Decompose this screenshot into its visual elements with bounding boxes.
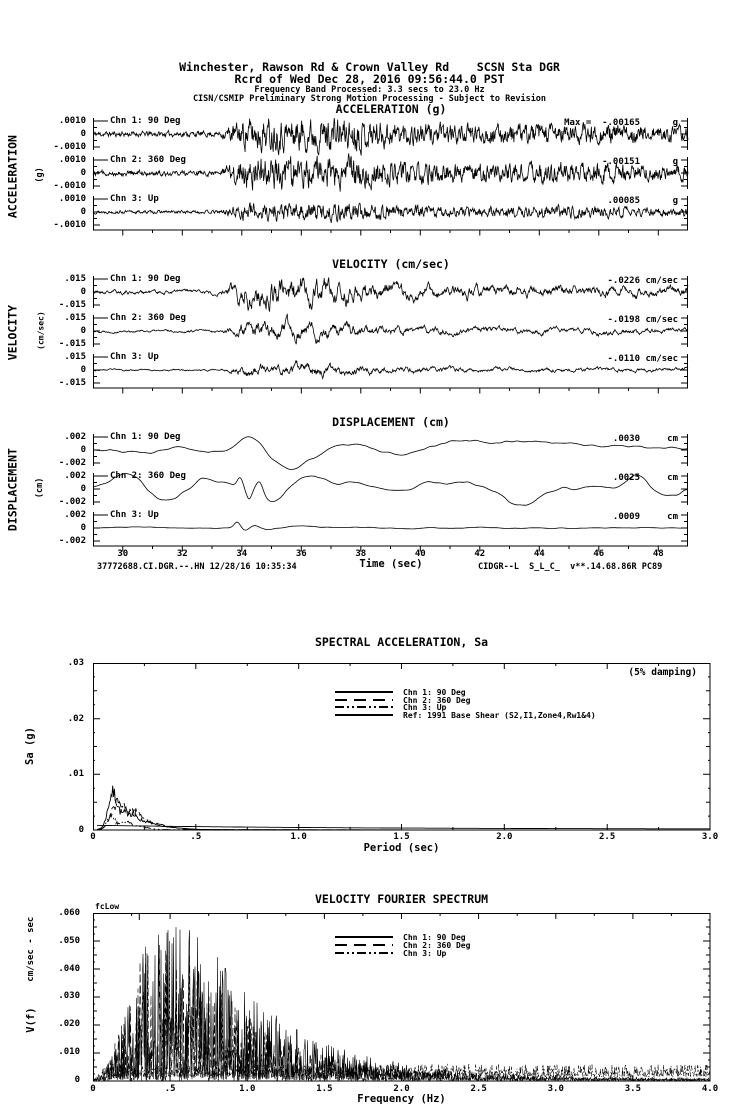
sa-x-tick-label: 2.0 (496, 832, 513, 842)
displacement-title: DISPLACEMENT (cm) (332, 415, 450, 429)
fourier-y-tick-label: .030 (58, 991, 80, 1002)
sa-x-tick-label: 0 (90, 832, 96, 842)
displacement-side-label: DISPLACEMENT (5, 448, 20, 532)
legend-label: Chn 3: Up (403, 949, 447, 958)
y-tick-label: -.002 (58, 536, 86, 546)
channel-label: Chn 2: 360 Deg (110, 471, 186, 481)
y-tick-label: .015 (64, 352, 86, 362)
channel-label: Chn 2: 360 Deg (110, 155, 186, 165)
legend-line-swatch (335, 706, 393, 708)
processing-code-footer: CIDGR--L S_L_C_ v**.14.68.86R PC89 (478, 562, 663, 572)
time-axis-label: Time (sec) (359, 558, 423, 570)
y-tick-label: .002 (64, 432, 86, 442)
legend-label: Chn 1: 90 Deg (403, 688, 466, 697)
spectral-acceleration-title: SPECTRAL ACCELERATION, Sa (314, 635, 489, 649)
sa-x-tick-label: 1.5 (393, 832, 410, 842)
channel-label: Chn 1: 90 Deg (110, 116, 181, 126)
peak-value-label: -.0226 (607, 276, 640, 286)
x-tick-label: 48 (652, 549, 664, 559)
peak-value-label: .0009 (612, 512, 640, 522)
sa-y-tick-label: 0 (78, 825, 84, 835)
displacement-waveform-canvas (93, 430, 689, 556)
y-tick-label: -.015 (58, 339, 86, 349)
sa-y-tick-label: .03 (67, 658, 84, 668)
y-tick-label: .0010 (58, 155, 86, 165)
peak-value-label: -.00151 (602, 157, 640, 167)
y-tick-label: .002 (64, 510, 86, 520)
peak-unit-label: cm/sec (645, 315, 678, 325)
y-tick-label: -.0010 (53, 181, 86, 191)
sa-y-tick-label: .01 (67, 769, 84, 780)
y-tick-label: -.0010 (53, 142, 86, 152)
y-tick-label: 0 (80, 287, 86, 297)
fourier-x-tick-label: 2.0 (393, 1084, 410, 1094)
filter-corner-marker: fcLow (95, 902, 120, 911)
fourier-spectrum-title: VELOCITY FOURIER SPECTRUM (314, 892, 489, 906)
legend-label: Chn 2: 360 Deg (403, 941, 471, 950)
fourier-y-tick-label: .060 (58, 908, 80, 918)
x-tick-label: 34 (236, 549, 248, 559)
period-axis-label: Period (sec) (363, 842, 440, 854)
fourier-y-axis-label: V(f) (24, 1007, 37, 1033)
peak-unit-label: cm (667, 512, 678, 522)
fourier-y-tick-label: .020 (58, 1019, 80, 1030)
fourier-x-tick-label: 1.0 (239, 1084, 256, 1094)
peak-value-label: .00085 (607, 196, 640, 206)
peak-unit-label: g (672, 118, 678, 128)
peak-value-label: .0030 (612, 434, 640, 444)
velocity-side-label: VELOCITY (5, 304, 20, 361)
x-tick-label: 30 (117, 549, 129, 559)
fourier-y-tick-label: .050 (58, 935, 80, 946)
fourier-y-axis-unit-label: cm/sec - sec (25, 916, 36, 982)
peak-unit-label: cm/sec (645, 354, 678, 364)
peak-unit-label: cm (667, 434, 678, 444)
y-tick-label: -.015 (58, 378, 86, 388)
y-tick-label: -.015 (58, 300, 86, 310)
channel-label: Chn 3: Up (110, 510, 159, 520)
legend-line-swatch (335, 944, 393, 946)
fourier-x-tick-label: 0 (90, 1084, 96, 1094)
x-tick-label: 32 (176, 549, 188, 559)
legend-line-swatch (335, 936, 393, 938)
y-tick-label: -.002 (58, 458, 86, 468)
y-tick-label: .015 (64, 313, 86, 323)
y-tick-label: 0 (80, 365, 86, 375)
sa-x-tick-label: 3.0 (701, 832, 719, 842)
legend-label: Chn 2: 360 Deg (403, 695, 471, 705)
legend-label: Chn 1: 90 Deg (403, 933, 466, 942)
velocity-side-unit: (cm/sec) (36, 311, 46, 350)
peak-value-label: -.0198 (607, 315, 640, 325)
y-tick-label: 0 (80, 484, 86, 494)
fourier-x-tick-label: 2.5 (470, 1084, 487, 1094)
sa-x-tick-label: 1.0 (290, 832, 307, 842)
y-tick-label: -.0010 (53, 220, 86, 230)
y-tick-label: .0010 (58, 194, 86, 204)
fourier-x-tick-label: 3.5 (624, 1084, 641, 1094)
legend-label: Chn 3: Up (403, 703, 447, 712)
processing-note-line: CISN/CSMIP Preliminary Strong Motion Processing - Subject to Revision (192, 94, 547, 104)
velocity-title: VELOCITY (cm/sec) (332, 257, 450, 271)
damping-annotation: (5% damping) (628, 667, 697, 678)
channel-label: Chn 1: 90 Deg (110, 432, 181, 442)
acceleration-waveform-canvas (93, 114, 689, 240)
fourier-x-tick-label: .5 (164, 1084, 176, 1094)
channel-label: Chn 2: 360 Deg (110, 313, 186, 323)
peak-value-label: Max = -.00165 (564, 118, 640, 128)
sa-y-axis-label: Sa (g) (23, 727, 36, 765)
y-tick-label: .0010 (58, 116, 86, 126)
peak-value-label: .0025 (612, 473, 640, 483)
fourier-y-tick-label: .040 (58, 963, 80, 974)
peak-unit-label: g (672, 196, 678, 206)
acceleration-title: ACCELERATION (g) (335, 102, 447, 116)
channel-label: Chn 3: Up (110, 194, 159, 204)
y-tick-label: 0 (80, 326, 86, 336)
legend-line-swatch (335, 699, 393, 701)
peak-unit-label: cm (667, 473, 678, 483)
fourier-x-tick-label: 1.5 (316, 1084, 333, 1094)
frequency-band-line: Frequency Band Processed: 3.3 secs to 23.0 Hz (254, 85, 485, 95)
peak-unit-label: cm/sec (645, 276, 678, 286)
fourier-x-tick-label: 4.0 (701, 1084, 719, 1094)
x-tick-label: 40 (414, 549, 426, 559)
frequency-axis-label: Frequency (Hz) (357, 1093, 446, 1105)
record-time-line: Rcrd of Wed Dec 28, 2016 09:56:44.0 PST (234, 72, 505, 86)
fourier-y-tick-label: 0 (74, 1074, 80, 1085)
x-tick-label: 42 (474, 549, 486, 559)
fourier-x-tick-label: 3.0 (547, 1084, 564, 1094)
acceleration-side-unit: (g) (35, 167, 46, 183)
y-tick-label: 0 (80, 207, 86, 217)
y-tick-label: -.002 (58, 497, 86, 507)
x-tick-label: 44 (533, 549, 545, 559)
record-id-footer: 37772688.CI.DGR.--.HN 12/28/16 10:35:34 (97, 562, 297, 572)
y-tick-label: .015 (64, 274, 86, 284)
y-tick-label: .002 (64, 471, 86, 481)
channel-label: Chn 1: 90 Deg (110, 274, 181, 284)
acceleration-side-label: ACCELERATION (5, 135, 20, 219)
displacement-side-unit: (cm) (35, 477, 46, 499)
peak-value-label: -.0110 (607, 354, 640, 364)
sa-y-tick-label: .02 (67, 713, 84, 724)
velocity-waveform-canvas (93, 272, 689, 398)
peak-unit-label: g (672, 157, 678, 167)
y-tick-label: 0 (80, 523, 86, 533)
sa-x-tick-label: .5 (190, 832, 202, 842)
legend-line-swatch (335, 952, 393, 954)
sa-x-tick-label: 2.5 (599, 832, 616, 842)
x-tick-label: 36 (295, 549, 307, 559)
y-tick-label: 0 (80, 129, 86, 139)
channel-label: Chn 3: Up (110, 352, 159, 362)
spectral-acceleration-canvas (93, 663, 711, 831)
station-title: Winchester, Rawson Rd & Crown Valley Rd SCSN Sta DGR (179, 60, 560, 74)
x-tick-label: 38 (355, 549, 367, 559)
y-tick-label: 0 (80, 168, 86, 178)
legend-line-swatch (335, 714, 393, 716)
x-tick-label: 46 (593, 549, 605, 559)
fourier-y-tick-label: .010 (58, 1047, 80, 1058)
fourier-spectrum-canvas (93, 913, 711, 1082)
legend-label: Ref: 1991 Base Shear (S2,I1,Zone4,Rw1&4) (403, 710, 596, 720)
legend-line-swatch (335, 691, 393, 693)
y-tick-label: 0 (80, 445, 86, 455)
